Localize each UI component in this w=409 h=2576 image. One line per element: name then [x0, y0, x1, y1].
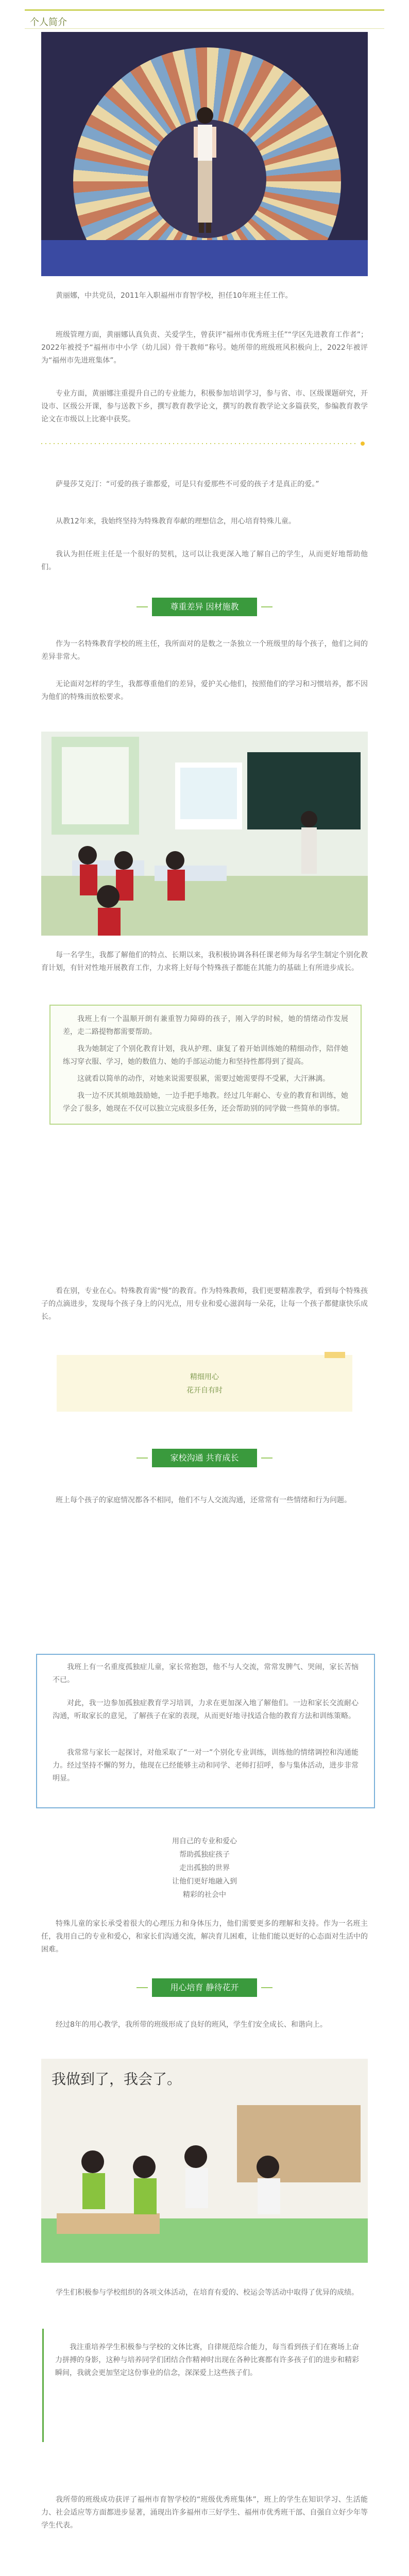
section3-paragraph-1: 经过8年的用心教学，我所带的班级形成了良好的班风，学生们安全成长、和谐向上。 — [56, 2021, 327, 2029]
case-quote-2: 我为她制定了个别化教育计划，我从护理、康复了着开始训练她的精细动作，陪伴她练习穿衣服、学习，她的数值力、她的手部运动能力和坚持性都得到了提高。 — [63, 1045, 348, 1066]
section2-paragraph-1: 班上每个孩子的家庭情况都各不相同，他们不与人交流沟通，还常常有一些情绪和行为问题。 — [56, 1496, 351, 1504]
centered-line-2: 帮助孤独症孩子 — [179, 1851, 230, 1859]
centered-line-4: 让他们更好地融入到 — [172, 1877, 237, 1886]
quote-paragraph-2: 从教12年来，我始终坚持为特殊教育奉献的理想信念，用心培育特殊儿童。 — [56, 517, 296, 526]
section3-paragraph-3: 我所带的班级成功获评了福州市育智学校的“班级优秀班集体”，班上的学生在知识学习、生活能力、社会适应等方面都进步显著，涌现出许多福州市三好学生、福州市优秀班干部、自强自立好少年等学生代表。 — [41, 2496, 368, 2530]
autism-case-box — [36, 1654, 375, 1808]
case-quote-4: 我一边不厌其烦地鼓励她，一边手把手地教。经过几年耐心、专业的教育和训练，她学会了很多，她现在不仅可以独立完成很多任务，还会帮助别的同学做一些简单的事情。 — [63, 1092, 348, 1113]
teacher-figure — [191, 104, 219, 238]
centered-line-3: 走出孤独的世界 — [179, 1864, 230, 1872]
section1-paragraph-4: 看在别，专业在心。特殊教育需“慢”的教育。作为特殊教师，我们更要精准教学，看到每个特殊孩子的点滴进步，发现每个孩子身上的闪光点，用专业和爱心滋润每一朵花，让每一个孩子都健康快乐成长。 — [41, 1287, 368, 1321]
section1-paragraph-2: 无论面对怎样的学生，我都尊重他们的差异，爱护关心他们，按照他们的学习和习惯培养，都不因为他们的特殊而放松要求。 — [41, 680, 368, 701]
autism-case-1: 我班上有一名重度孤独症儿童，家长常抱怨，他不与人交流，常常发脾气、哭闹，家长苦恼不已。 — [53, 1663, 359, 1684]
highlight-line-2: 花开自有时 — [186, 1386, 223, 1395]
section-header — [25, 9, 384, 29]
section-tag-home-school: 家校沟通 共育成长 — [152, 1449, 257, 1467]
autism-case-2: 对此，我一边参加孤独症教育学习培训，力求在更加深入地了解他们。一边和家长交流耐心沟通，听取家长的意见，了解孩子在家的表现，从而更好地寻找适合他的教育方法和训练策略。 — [53, 1699, 359, 1720]
section3-paragraph-2: 学生们积极参与学校组织的各项文体活动，在培育有爱的、校运会等活动中取得了优异的成绩。 — [56, 2289, 359, 2297]
profile-photo — [41, 32, 368, 276]
centered-line-5: 精彩的社会中 — [183, 1891, 226, 1899]
quote-paragraph-3: 我认为担任班主任是一个很好的契机，这可以让我更深入地了解自己的学生，从而更好地帮助他们。 — [41, 550, 368, 571]
case-quote-1: 我班上有一个温顺开朗有兼重智力障碍的孩子，刚入学的时候，她的情绪动作发展差，走二路提物都需要帮助。 — [63, 1015, 348, 1036]
autism-case-3: 我常常与家长一起探讨，对他采取了“一对一”个别化专业训练，训练他的情绪调控和沟通能力。经过坚持不懈的努力，他现在已经能够主动和同学、老师打招呼，参与集体活动，进步非常明显。 — [53, 1749, 359, 1783]
case-quote-3: 这就看以简单的动作，对她来说需要很累，需要过她需要得不受累，大汗淋漓。 — [77, 1075, 330, 1083]
intro-paragraph-1: 黄丽娜，中共党员，2011年入职福州市育智学校，担任10年班主任工作。 — [56, 292, 293, 300]
highlight-line-1: 精细用心 — [190, 1373, 219, 1381]
highlight-box — [57, 1355, 352, 1412]
photo-banner-text: 我做到了，我会了。 — [52, 2071, 182, 2088]
section-tag-respect: 尊重差异 因材施教 — [152, 598, 257, 616]
case-quote-box — [49, 1005, 362, 1125]
section-tag-nurture: 用心培育 静待花开 — [152, 1978, 257, 1997]
section1-paragraph-3: 每一名学生，我都了解他们的特点、长期以来，我积极协调各科任课老师为每名学生制定个别化教育计划，有针对性地开展教育工作，力求将上好每个特殊孩子都能在其能力的基础上有所进步成长。 — [41, 951, 368, 972]
quote-paragraph-1: 萨曼莎艾克汀：“可爱的孩子谁都爱，可是只有爱那些不可爱的孩子才是真正的爱。” — [56, 480, 319, 488]
classroom-photo — [41, 732, 368, 936]
divider-dots — [41, 441, 368, 446]
intro-paragraph-3: 专业方面，黄丽娜注重提升自己的专业能力，积极参加培训学习，参与省、市、区级课题研究，开设市、区级公开课，参与送教下乡，撰写教育教学论文，撰写的教育教学论文多篇获奖，参编教育教学论文在市级以上比赛中获奖。 — [41, 389, 368, 423]
section-header-title: 个人简介 — [30, 17, 67, 28]
sports-note-box — [42, 2329, 368, 2442]
activity-photo — [41, 2059, 368, 2263]
centered-line-1: 用自己的专业和爱心 — [172, 1837, 237, 1845]
section2-paragraph-2: 特殊儿童的家长承受着很大的心理压力和身体压力，他们需要更多的理解和支持。作为一名班主任，我用自己的专业和爱心，和家长们沟通交流，解决育儿困难，让他们能以更好的心态面对生活中的困难。 — [41, 1920, 368, 1954]
section1-paragraph-1: 作为一名特殊教育学校的班主任，我所面对的是数之一条独立一个班级里的每个孩子，他们之间的差异非常大。 — [41, 640, 368, 661]
intro-paragraph-2: 班级管理方面，黄丽娜认真负责、关爱学生，曾获评“福州市优秀班主任”“学区先进教育工作者”；2022年被授予“福州市中小学（幼儿园）骨干教师”称号。她所带的班级班风积极向上，2022年被评为“福州市先进班集体”。 — [41, 331, 368, 365]
sports-note-text: 我注重培养学生积极参与学校的文体比赛，自律规范综合能力，每当看到孩子们在赛场上奋力拼搏的身影，这种与培养同学们团结合作精神时出现在各种比赛都有许多孩子们的进步和精彩瞬间，我就会更加坚定这份事业的信念，深深爱上这些孩子们。 — [55, 2343, 359, 2377]
